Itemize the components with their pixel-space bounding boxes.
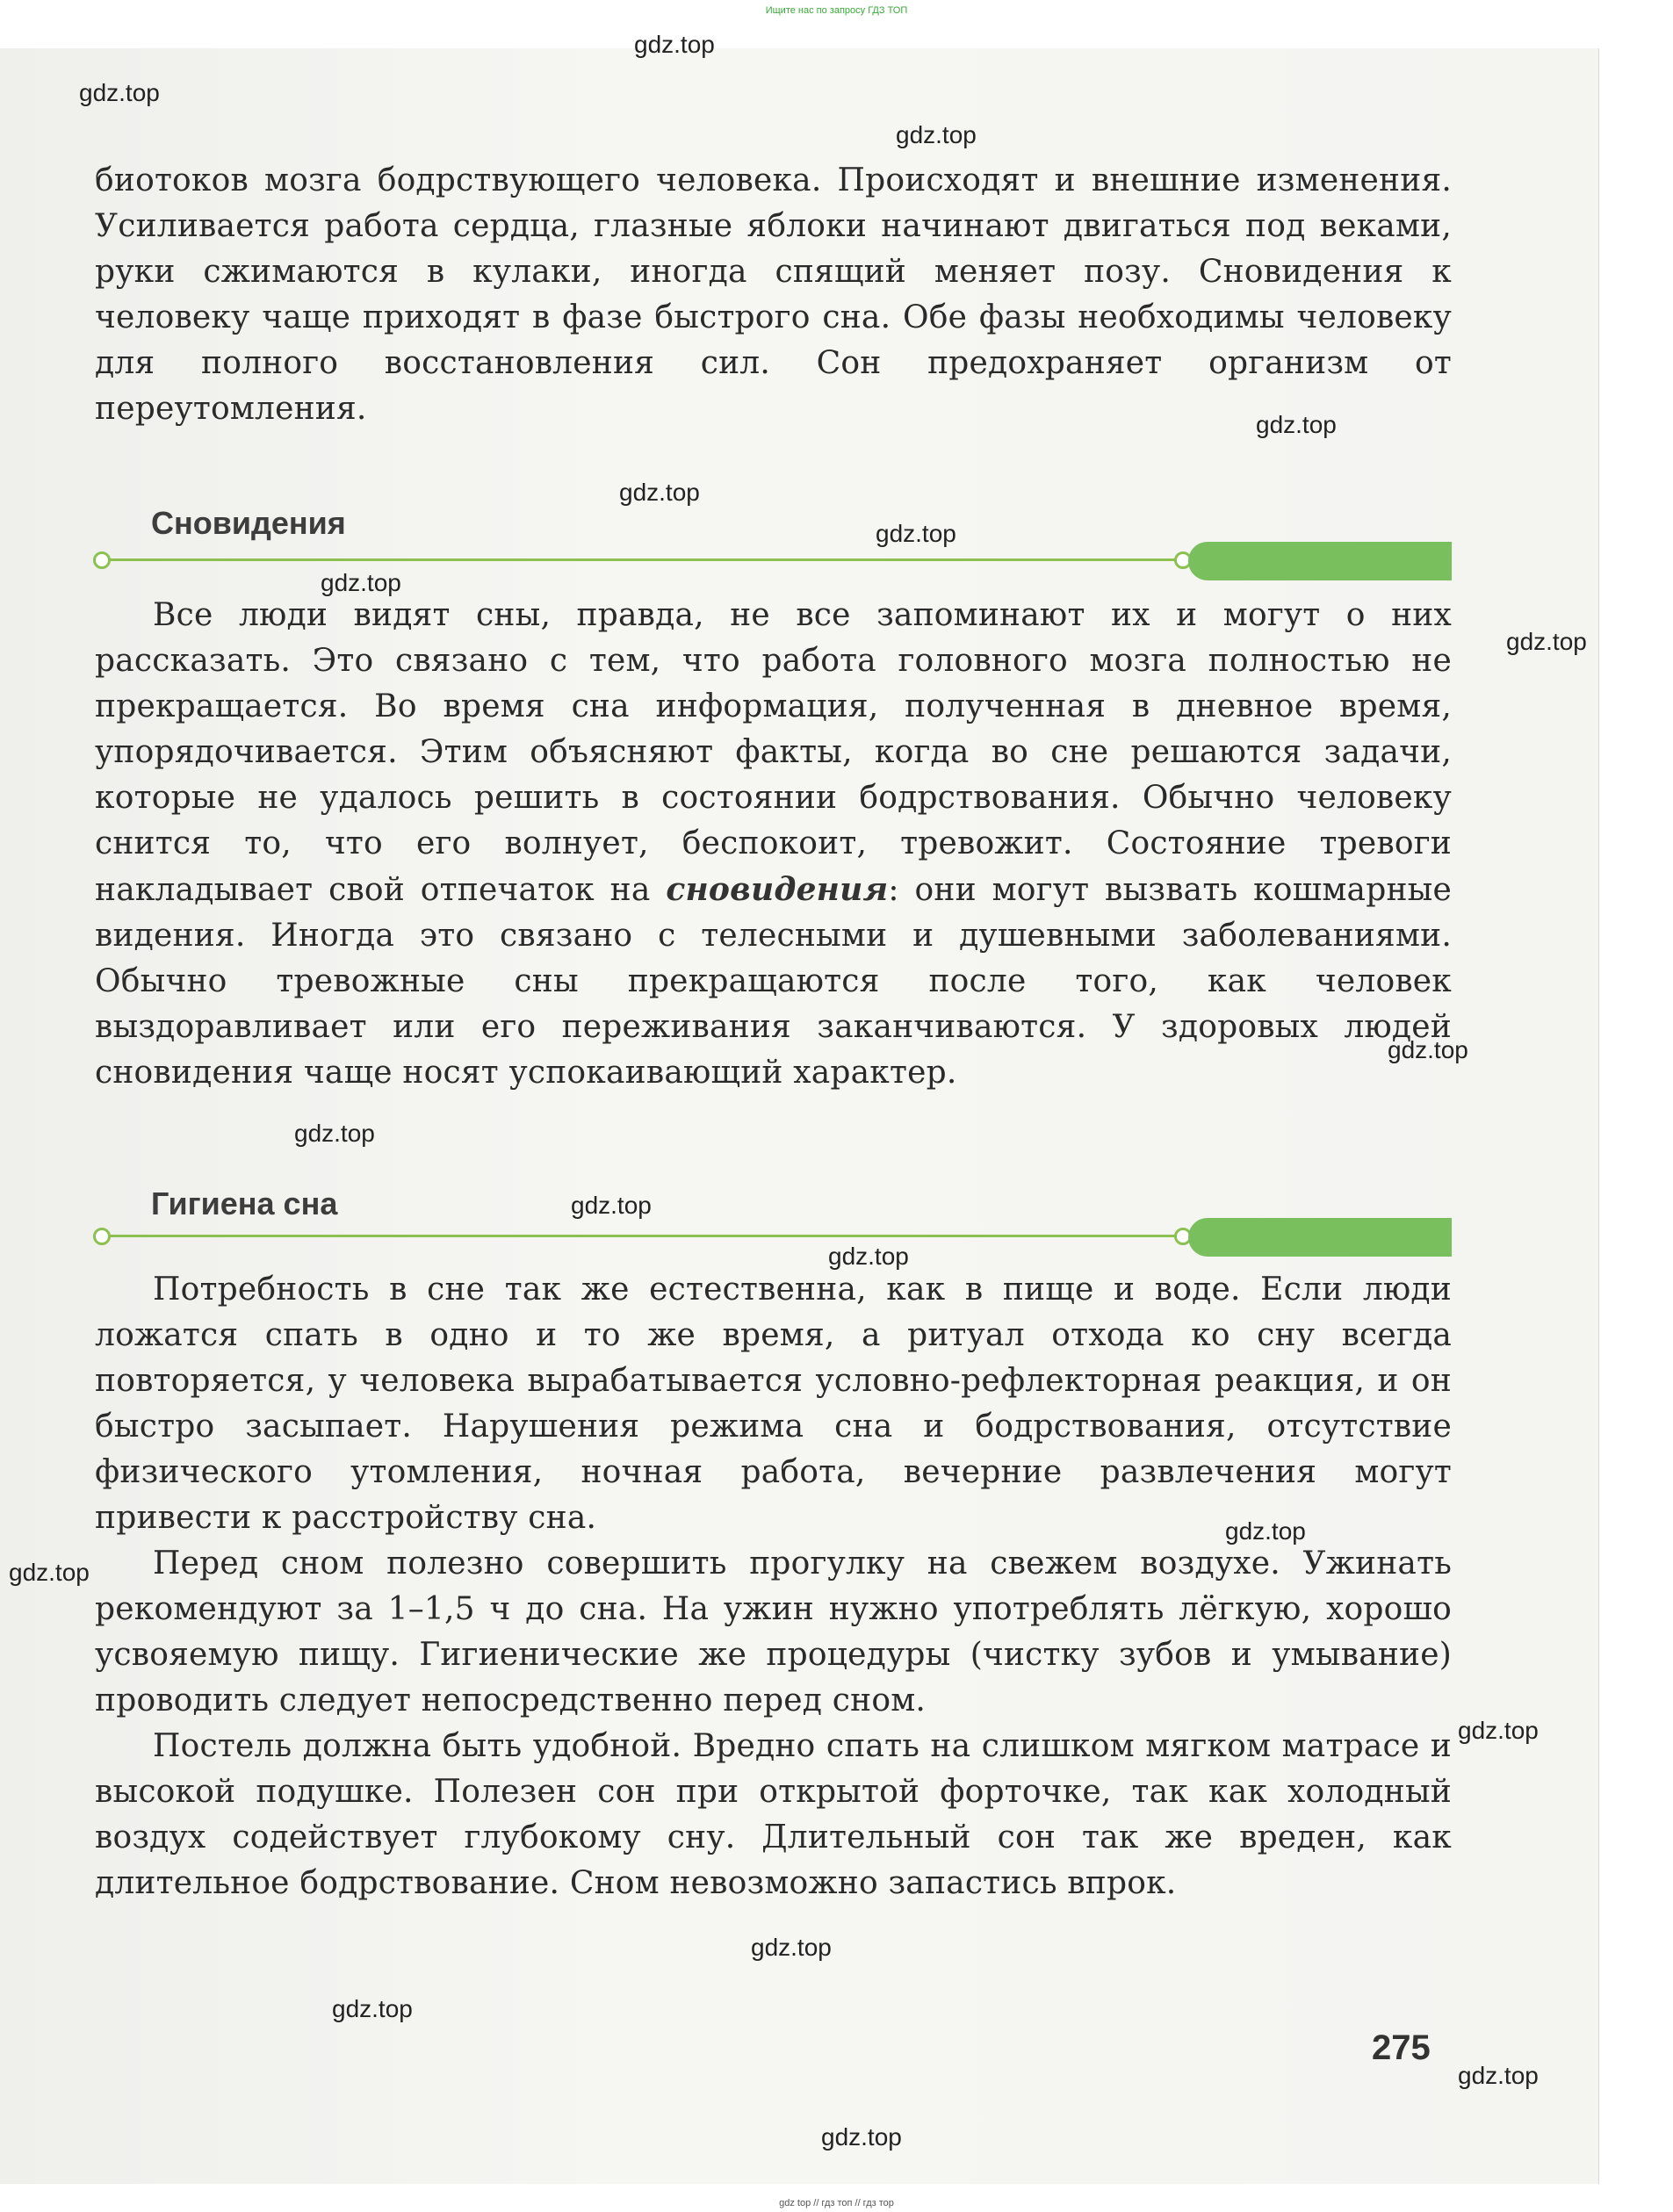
watermark: gdz.top bbox=[876, 520, 956, 547]
footer-note: gdz top // гдз топ // гдз тор bbox=[779, 2198, 894, 2208]
watermark: gdz.top bbox=[619, 479, 700, 506]
dreams-text-after: : они могут вызвать кошмарные видения. Иногда это связано с телесными и душевными заболеваниями. Обычно тревожные сны прекращаются после того, как человек выздоравливает или его переживания заканчиваются. У здоровых людей сновидения чаще носят успокаивающий характер. bbox=[95, 872, 1452, 1091]
watermark: gdz.top bbox=[1458, 1717, 1539, 1744]
hygiene-paragraph-1: Потребность в сне так же естественна, как в пище и воде. Если люди ложатся спать в одно и то же время, а ритуал отхода ко сну всегда повторяется, у человека вырабатывается условно-рефлекторная реакция, и он быстро засыпает. Нарушения режима сна и бодрствования, отсутствие физического утомления, ночная работа, вечерние развлечения могут привести к расстройству сна. bbox=[95, 1272, 1452, 1536]
watermark: gdz.top bbox=[1458, 2062, 1539, 2089]
watermark: gdz.top bbox=[896, 121, 977, 148]
watermark: gdz.top bbox=[332, 1995, 413, 2022]
watermark: gdz.top bbox=[1506, 628, 1587, 655]
dreams-text-before: Все люди видят сны, правда, не все запоминают их и могут о них рассказать. Это связано с тем, что работа головного мозга полностью не прекращается. Во время сна информация, полученная в дневное время, упорядочивается. Этим объясняют факты, когда во сне решаются задачи, которые не удалось решить в состоянии бодрствования. Обычно человеку снится то, что его волнует, беспокоит, тревожит. Состояние тревоги накладывает свой отпечаток на bbox=[95, 597, 1452, 908]
watermark: gdz.top bbox=[1225, 1517, 1306, 1545]
divider-green-bar bbox=[1188, 542, 1452, 580]
watermark: gdz.top bbox=[634, 31, 715, 58]
intro-paragraph: биотоков мозга бодрствующего человека. Происходят и внешние изменения. Усиливается работа сердца, глазные яблоки начинают двигаться под веками, руки сжимаются в кулаки, иногда спящий меняет позу. Сновидения к человеку чаще приходят в фазе быстрого сна. Обе фазы необходимы человеку для полного восстановления сил. Сон предохраняет организм от переутомления. bbox=[95, 162, 1452, 427]
watermark: gdz.top bbox=[294, 1120, 375, 1147]
divider-dot-left bbox=[93, 1228, 111, 1245]
watermark: gdz.top bbox=[828, 1243, 909, 1270]
dreams-text-block bbox=[95, 593, 1452, 1096]
section-title-hygiene: Гигиена сна bbox=[151, 1185, 338, 1221]
watermark: gdz.top bbox=[79, 79, 160, 106]
hygiene-paragraph-3: Постель должна быть удобной. Вредно спать на слишком мягком матрасе и высокой подушке. Полезен сон при открытой форточке, так как холодный воздух содействует глубокому сну. Длительный сон так же вреден, как длительное бодрствование. Сном невозможно запастись впрок. bbox=[95, 1728, 1452, 1901]
divider-green-bar bbox=[1188, 1218, 1452, 1257]
watermark: gdz.top bbox=[321, 569, 401, 596]
term-dreams: сновидения bbox=[666, 871, 889, 908]
watermark: gdz.top bbox=[821, 2123, 902, 2151]
section-divider-dreams bbox=[95, 542, 1452, 580]
divider-line bbox=[102, 558, 1188, 561]
watermark: gdz.top bbox=[571, 1192, 652, 1219]
divider-line bbox=[102, 1235, 1188, 1237]
watermark: gdz.top bbox=[1388, 1036, 1468, 1063]
watermark: gdz.top bbox=[1256, 411, 1337, 438]
hygiene-paragraph-2: Перед сном полезно совершить прогулку на свежем воздухе. Ужинать рекомендуют за 1–1,5 ч до сна. На ужин нужно употреблять лёгкую, хорошо усвояемую пищу. Гигиенические же процедуры (чистку зубов и умывание) проводить следует непосредственно перед сном. bbox=[95, 1546, 1452, 1718]
watermark: gdz.top bbox=[751, 1934, 832, 1961]
hygiene-text-block bbox=[95, 1267, 1452, 1906]
section-divider-hygiene bbox=[95, 1218, 1452, 1257]
page-number: 275 bbox=[1372, 2028, 1431, 2067]
watermark: gdz.top bbox=[9, 1559, 90, 1586]
header-note: Ищите нас по запросу ГДЗ ТОП bbox=[765, 5, 908, 16]
divider-dot-left bbox=[93, 551, 111, 569]
dreams-paragraph bbox=[95, 593, 1452, 1096]
section-title-dreams: Сновидения bbox=[151, 505, 346, 541]
intro-text-block bbox=[95, 158, 1452, 432]
